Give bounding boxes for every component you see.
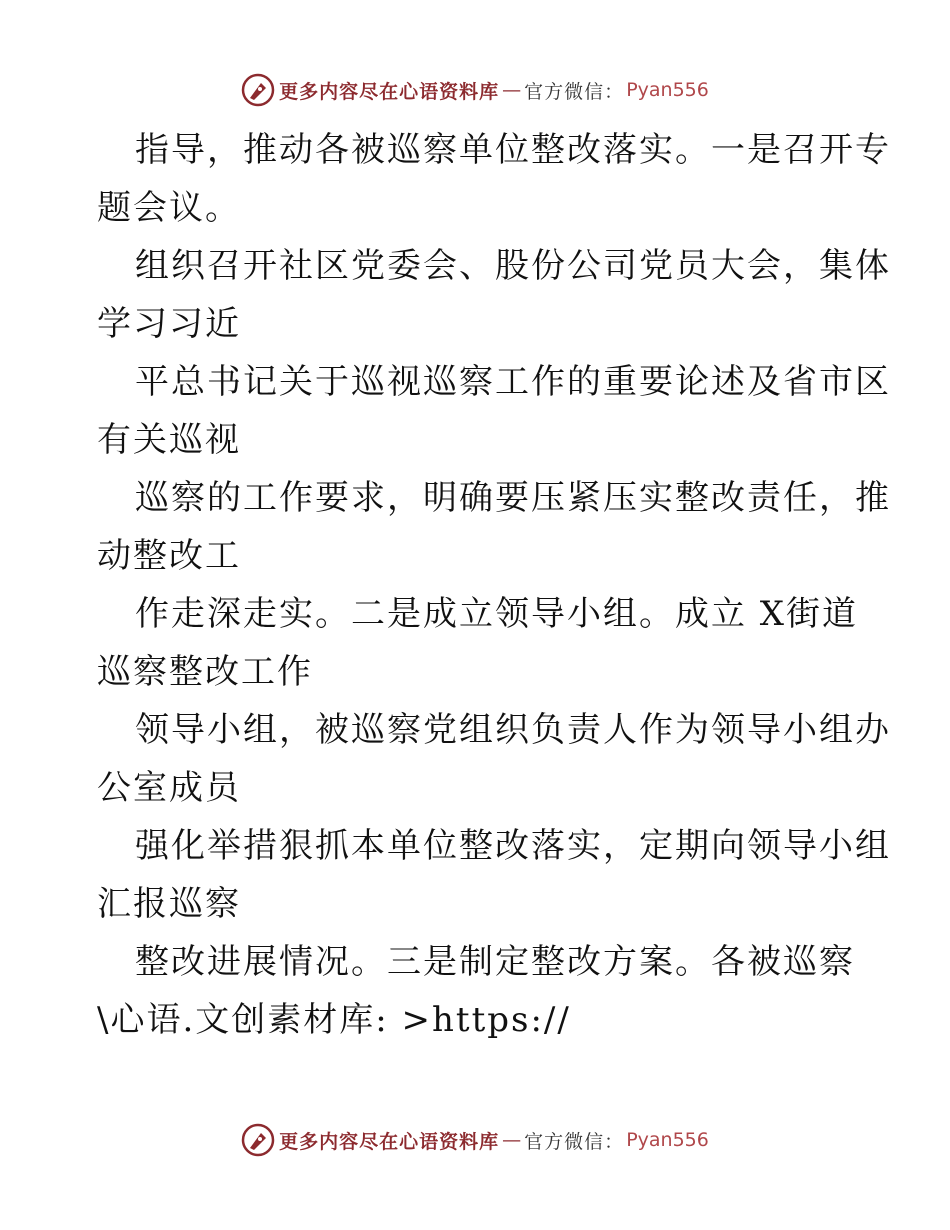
document-body	[97, 121, 891, 1049]
watermark-brand: 更多内容尽在心语资料库	[279, 1130, 500, 1153]
body-line: 指导，推动各被巡察单位整改落实。一是召开专	[135, 130, 891, 170]
watermark-official-label: 官方微信：	[524, 1130, 625, 1153]
body-line: 强化举措狠抓本单位整改落实，定期向领导小组	[135, 826, 891, 866]
body-line: 领导小组，被巡察党组织负责人作为领导小组办	[135, 710, 891, 750]
body-line: 公室成员	[97, 768, 241, 808]
body-line: 平总书记关于巡视巡察工作的重要论述及省市区	[135, 362, 891, 402]
body-line: 整改进展情况。三是制定整改方案。各被巡察	[135, 942, 855, 982]
body-line: 学习习近	[97, 304, 241, 344]
pen-nib-logo-icon	[241, 1123, 275, 1157]
body-line: 巡察的工作要求，明确要压紧压实整改责任，推	[135, 478, 891, 518]
body-line: 有关巡视	[97, 420, 241, 460]
watermark-brand: 更多内容尽在心语资料库	[279, 80, 500, 103]
watermark-separator: —	[502, 79, 522, 101]
watermark-handle: Pyan556	[626, 79, 709, 101]
body-line: 巡察整改工作	[97, 652, 313, 692]
body-line: 题会议。	[97, 188, 241, 228]
footer-watermark	[0, 1123, 950, 1157]
header-watermark	[0, 73, 950, 107]
watermark-separator: —	[502, 1129, 522, 1151]
pen-nib-logo-icon	[241, 73, 275, 107]
body-line-source: \心语.文创素材库: >https://	[97, 1000, 571, 1040]
body-line: 作走深走实。二是成立领导小组。成立 X街道	[135, 594, 859, 634]
body-line: 组织召开社区党委会、股份公司党员大会，集体	[135, 246, 891, 286]
watermark-official-label: 官方微信：	[524, 80, 625, 103]
watermark-handle: Pyan556	[626, 1129, 709, 1151]
body-line: 汇报巡察	[97, 884, 241, 924]
body-line: 动整改工	[97, 536, 241, 576]
